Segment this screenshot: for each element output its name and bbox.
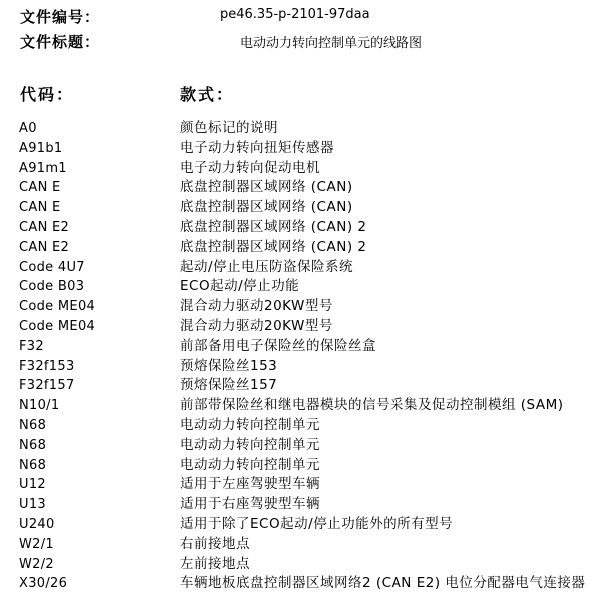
row-code: Code ME04: [19, 318, 96, 334]
doc-number-value: pe46.35-p-2101-97daa: [220, 7, 370, 22]
row-description: 底盘控制器区域网络 (CAN): [180, 179, 353, 196]
row-description: 混合动力驱动20KW型号: [180, 298, 333, 315]
row-description: 起动/停止电压防盗保险系统: [180, 258, 354, 275]
row-description: 电动动力转向控制单元: [180, 436, 320, 453]
row-description: 适用于除了ECO起动/停止功能外的所有型号: [180, 515, 454, 532]
row-description: 预熔保险丝153: [180, 357, 278, 374]
row-description: 前部备用电子保险丝的保险丝盒: [180, 337, 376, 354]
table-row: [0, 297, 600, 317]
row-code: U13: [19, 497, 46, 513]
table-row: [0, 396, 600, 416]
table-row: [0, 555, 600, 575]
table-row: [0, 475, 600, 495]
row-description: 预熔保险丝157: [180, 377, 278, 394]
row-description: 电动动力转向控制单元: [180, 416, 320, 433]
description-column-header: 款式：: [180, 85, 235, 104]
row-description: 左前接地点: [180, 555, 250, 572]
table-row: [0, 277, 600, 297]
table-row: [0, 159, 600, 179]
table-row: [0, 456, 600, 476]
row-code: CAN E2: [19, 239, 70, 255]
row-description: 适用于右座驾驶型车辆: [180, 496, 320, 513]
table-row: [0, 495, 600, 515]
doc-number-label: 文件编号：: [20, 8, 101, 26]
table-row: [0, 357, 600, 377]
row-description: 适用于左座驾驶型车辆: [180, 476, 320, 493]
table-row: [0, 317, 600, 337]
row-description: 右前接地点: [180, 535, 250, 552]
row-code: N10/1: [19, 398, 60, 414]
table-row: [0, 376, 600, 396]
row-description: 电子动力转向促动电机: [180, 159, 320, 176]
table-row: [0, 119, 600, 139]
doc-number-row: [20, 6, 600, 26]
row-code: Code ME04: [19, 299, 96, 315]
row-description: 车辆地板底盘控制器区域网络2 (CAN E2) 电位分配器电气连接器: [180, 575, 586, 592]
code-column-header: 代码：: [20, 85, 75, 104]
row-code: W2/2: [19, 556, 54, 572]
table-row: [0, 198, 600, 218]
row-code: Code B03: [19, 279, 85, 295]
table-row: [0, 515, 600, 535]
row-code: A0: [19, 121, 37, 136]
table-row: [0, 574, 600, 594]
doc-title-label: 文件标题：: [20, 33, 101, 51]
row-code: CAN E2: [19, 219, 70, 235]
row-code: F32f153: [19, 358, 75, 374]
code-table: [0, 119, 600, 594]
row-description: 电子动力转向扭矩传感器: [180, 139, 334, 156]
row-code: A91m1: [19, 160, 67, 176]
row-code: N68: [19, 417, 47, 433]
doc-title-value: 电动动力转向控制单元的线路图: [240, 36, 423, 51]
table-row: [0, 139, 600, 159]
table-row: [0, 436, 600, 456]
row-description: 颜色标记的说明: [180, 120, 278, 136]
doc-title-row: [20, 31, 600, 51]
table-row: [0, 416, 600, 436]
row-code: A91b1: [19, 140, 63, 156]
row-code: N68: [19, 437, 47, 453]
row-description: 底盘控制器区域网络 (CAN): [180, 199, 353, 216]
row-code: U12: [19, 477, 46, 493]
table-row: [0, 535, 600, 555]
row-code: U240: [19, 516, 55, 532]
table-row: [0, 218, 600, 238]
row-description: 底盘控制器区域网络 (CAN) 2: [180, 218, 367, 235]
table-row: [0, 238, 600, 258]
row-code: N68: [19, 457, 47, 473]
row-code: W2/1: [19, 536, 54, 552]
table-row: [0, 337, 600, 357]
row-code: F32: [19, 338, 44, 354]
row-description: ECO起动/停止功能: [180, 278, 300, 295]
row-code: F32f157: [19, 378, 75, 394]
row-code: CAN E: [19, 180, 61, 196]
row-code: X30/26: [19, 576, 68, 592]
row-code: Code 4U7: [19, 259, 85, 275]
row-description: 电动动力转向控制单元: [180, 456, 320, 473]
table-row: [0, 178, 600, 198]
row-description: 前部带保险丝和继电器模块的信号采集及促动控制模组 (SAM): [180, 397, 564, 414]
row-code: CAN E: [19, 200, 61, 216]
row-description: 混合动力驱动20KW型号: [180, 317, 333, 334]
row-description: 底盘控制器区域网络 (CAN) 2: [180, 238, 367, 255]
table-row: [0, 258, 600, 278]
